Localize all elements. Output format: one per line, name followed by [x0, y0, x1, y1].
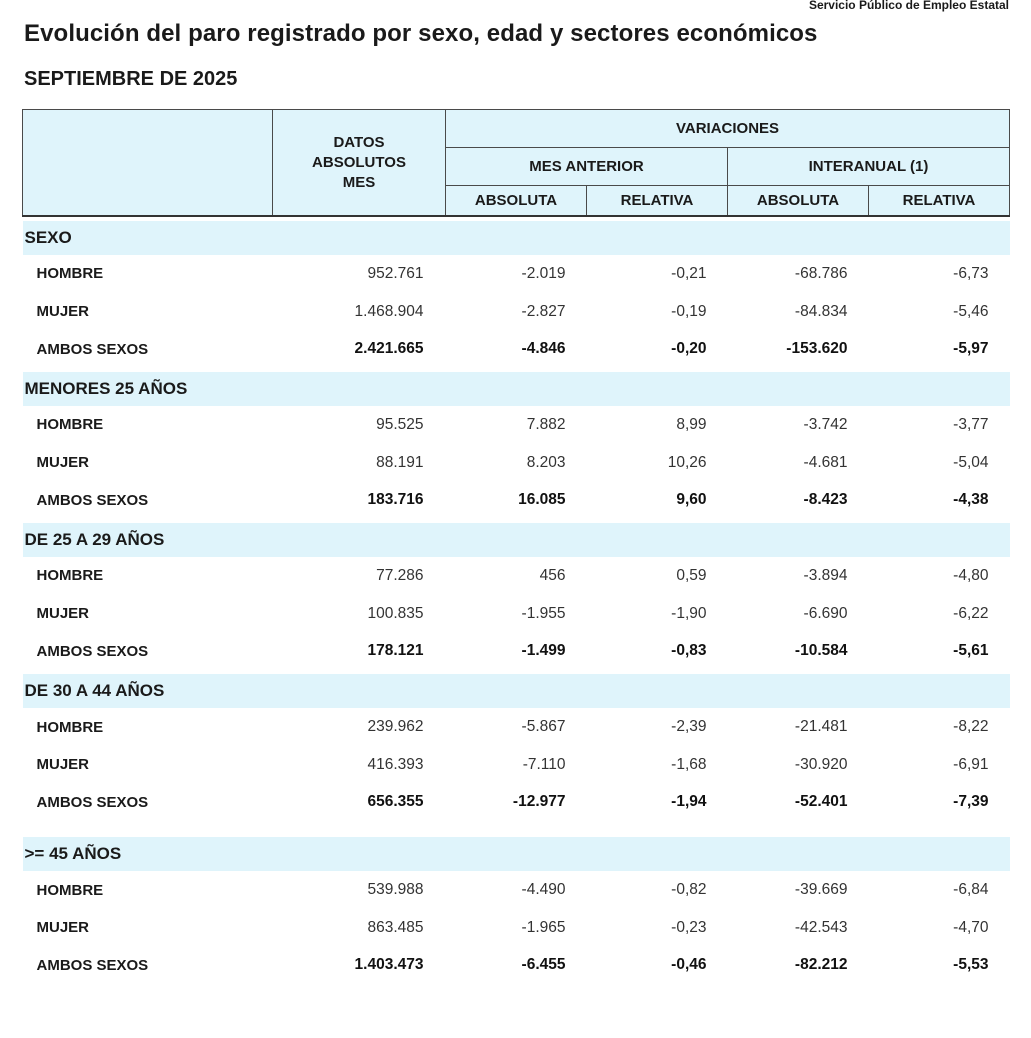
table-row	[23, 871, 1010, 909]
cell-datos: 952.761	[367, 264, 424, 282]
cell-mes-abs: -1.499	[521, 642, 566, 660]
cell-mes-abs: -1.965	[521, 918, 566, 936]
cell-mes-abs: -4.846	[521, 340, 566, 358]
cell-int-rel: -5,04	[953, 453, 989, 471]
cell-int-abs: -84.834	[794, 302, 848, 320]
cell-int-rel: -6,22	[953, 604, 989, 622]
cell-datos: 2.421.665	[354, 340, 424, 358]
row-label: AMBOS SEXOS	[36, 340, 149, 358]
table-row-total	[23, 481, 1010, 519]
cell-mes-rel: -0,20	[671, 340, 707, 358]
table-row	[23, 444, 1010, 482]
header-corner	[23, 110, 273, 217]
cell-mes-rel: -0,83	[671, 642, 707, 660]
cell-mes-rel: 0,59	[676, 566, 707, 584]
cell-mes-abs: -2.827	[521, 302, 566, 320]
table-body	[23, 216, 1010, 984]
section-spacer	[23, 821, 1010, 837]
cell-mes-rel: -1,90	[671, 604, 707, 622]
unemployment-table	[22, 109, 1010, 984]
cell-mes-abs: -1.955	[521, 604, 566, 622]
cell-datos: 1.468.904	[354, 302, 424, 320]
cell-datos: 656.355	[367, 793, 424, 811]
row-label: HOMBRE	[36, 567, 104, 585]
header-variaciones: VARIACIONES	[446, 110, 1010, 148]
cell-mes-abs: -4.490	[521, 881, 566, 899]
page-title: Evolución del paro registrado por sexo, edad y sectores económicos	[24, 20, 818, 47]
cell-int-rel: -4,38	[953, 491, 989, 509]
cell-mes-rel: -0,82	[671, 881, 707, 899]
cell-mes-rel: 10,26	[667, 453, 707, 471]
cell-datos: 77.286	[376, 566, 424, 584]
table-row	[23, 595, 1010, 633]
cell-int-abs: -3.742	[803, 415, 848, 433]
row-label: MUJER	[36, 454, 90, 472]
header-datos-line2: ABSOLUTOS	[312, 153, 406, 171]
cell-int-abs: -82.212	[794, 956, 848, 974]
cell-int-abs: -8.423	[803, 491, 848, 509]
cell-int-rel: -3,77	[953, 415, 989, 433]
header-mes-relativa: RELATIVA	[587, 186, 728, 217]
cell-mes-abs: -7.110	[522, 755, 566, 773]
row-label: AMBOS SEXOS	[36, 956, 149, 974]
table-row-total	[23, 330, 1010, 368]
row-label: HOMBRE	[36, 881, 104, 899]
source-label: Servicio Público de Empleo Estatal	[808, 0, 1009, 12]
cell-mes-abs: -5.867	[521, 718, 566, 736]
cell-int-abs: -21.481	[794, 718, 848, 736]
cell-mes-rel: -0,23	[671, 918, 707, 936]
header-datos-absolutos	[273, 110, 446, 217]
header-datos-line1: DATOS	[333, 133, 385, 151]
section-title: >= 45 AÑOS	[23, 837, 1010, 871]
row-label: HOMBRE	[36, 416, 104, 434]
table-row	[23, 708, 1010, 746]
section-header-row	[23, 372, 1010, 406]
table-row	[23, 406, 1010, 444]
cell-int-abs: -10.584	[794, 642, 848, 660]
cell-int-abs: -42.543	[794, 918, 848, 936]
cell-mes-abs: 8.203	[526, 453, 566, 471]
cell-int-abs: -3.894	[803, 566, 848, 584]
cell-int-abs: -153.620	[786, 340, 848, 358]
cell-int-rel: -6,73	[953, 264, 989, 282]
table-row	[23, 293, 1010, 331]
section-header-row	[23, 674, 1010, 708]
cell-datos: 178.121	[367, 642, 424, 660]
cell-datos: 95.525	[376, 415, 424, 433]
cell-int-rel: -4,70	[953, 918, 989, 936]
cell-int-abs: -52.401	[794, 793, 848, 811]
cell-datos: 100.835	[367, 604, 424, 622]
cell-int-rel: -6,84	[953, 881, 989, 899]
cell-int-rel: -4,80	[953, 566, 989, 584]
table-row-total	[23, 784, 1010, 822]
header-mes-absoluta: ABSOLUTA	[446, 186, 587, 217]
section-title: DE 30 A 44 AÑOS	[23, 674, 1010, 708]
cell-int-abs: -39.669	[794, 881, 848, 899]
cell-int-rel: -6,91	[953, 755, 989, 773]
cell-mes-rel: -0,46	[671, 956, 707, 974]
cell-mes-abs: 456	[539, 566, 566, 584]
cell-int-rel: -8,22	[953, 718, 989, 736]
cell-datos: 88.191	[376, 453, 424, 471]
header-int-relativa: RELATIVA	[869, 186, 1010, 217]
cell-int-rel: -5,46	[953, 302, 989, 320]
cell-int-abs: -4.681	[803, 453, 848, 471]
table-row-total	[23, 633, 1010, 671]
spacer-cell	[23, 821, 1010, 837]
cell-mes-rel: -0,21	[671, 264, 707, 282]
row-label: AMBOS SEXOS	[36, 642, 149, 660]
cell-int-abs: -6.690	[803, 604, 848, 622]
row-label: MUJER	[36, 919, 90, 937]
section-title: MENORES 25 AÑOS	[23, 372, 1010, 406]
page-subtitle: SEPTIEMBRE DE 2025	[24, 68, 238, 90]
cell-mes-abs: -2.019	[521, 264, 566, 282]
cell-mes-abs: 16.085	[518, 491, 566, 509]
table-header	[23, 110, 1010, 217]
cell-mes-abs: -12.977	[512, 793, 566, 811]
row-label: HOMBRE	[36, 265, 104, 283]
cell-int-rel: -7,39	[953, 793, 989, 811]
row-label: HOMBRE	[36, 718, 104, 736]
cell-datos: 863.485	[367, 918, 424, 936]
cell-datos: 183.716	[367, 491, 424, 509]
table-row	[23, 557, 1010, 595]
cell-datos: 239.962	[367, 718, 424, 736]
header-mes-anterior: MES ANTERIOR	[446, 148, 728, 186]
cell-datos: 539.988	[367, 881, 424, 899]
header-datos-line3: MES	[342, 173, 376, 191]
section-title: DE 25 A 29 AÑOS	[23, 523, 1010, 557]
cell-mes-rel: -0,19	[671, 302, 707, 320]
table-row-total	[23, 947, 1010, 985]
cell-datos: 1.403.473	[354, 956, 424, 974]
cell-int-rel: -5,97	[953, 340, 989, 358]
cell-mes-rel: 9,60	[676, 491, 707, 509]
cell-int-rel: -5,61	[953, 642, 989, 660]
row-label: AMBOS SEXOS	[36, 491, 149, 509]
row-label: MUJER	[36, 303, 90, 321]
table-row	[23, 909, 1010, 947]
row-label: MUJER	[36, 756, 90, 774]
cell-mes-rel: -1,68	[671, 755, 707, 773]
section-header-row	[23, 523, 1010, 557]
cell-mes-rel: 8,99	[676, 415, 707, 433]
table-row	[23, 255, 1010, 293]
table-row	[23, 746, 1010, 784]
section-header-row	[23, 837, 1010, 871]
cell-int-rel: -5,53	[953, 956, 989, 974]
section-header-row	[23, 221, 1010, 255]
row-label: MUJER	[36, 605, 90, 623]
cell-int-abs: -68.786	[794, 264, 848, 282]
cell-mes-abs: 7.882	[526, 415, 566, 433]
cell-mes-rel: -2,39	[671, 718, 707, 736]
cell-int-abs: -30.920	[794, 755, 848, 773]
header-int-absoluta: ABSOLUTA	[728, 186, 869, 217]
row-label: AMBOS SEXOS	[36, 793, 149, 811]
section-title: SEXO	[23, 221, 1010, 255]
cell-mes-rel: -1,94	[671, 793, 707, 811]
cell-mes-abs: -6.455	[521, 956, 566, 974]
header-interanual: INTERANUAL (1)	[728, 148, 1010, 186]
cell-datos: 416.393	[367, 755, 424, 773]
